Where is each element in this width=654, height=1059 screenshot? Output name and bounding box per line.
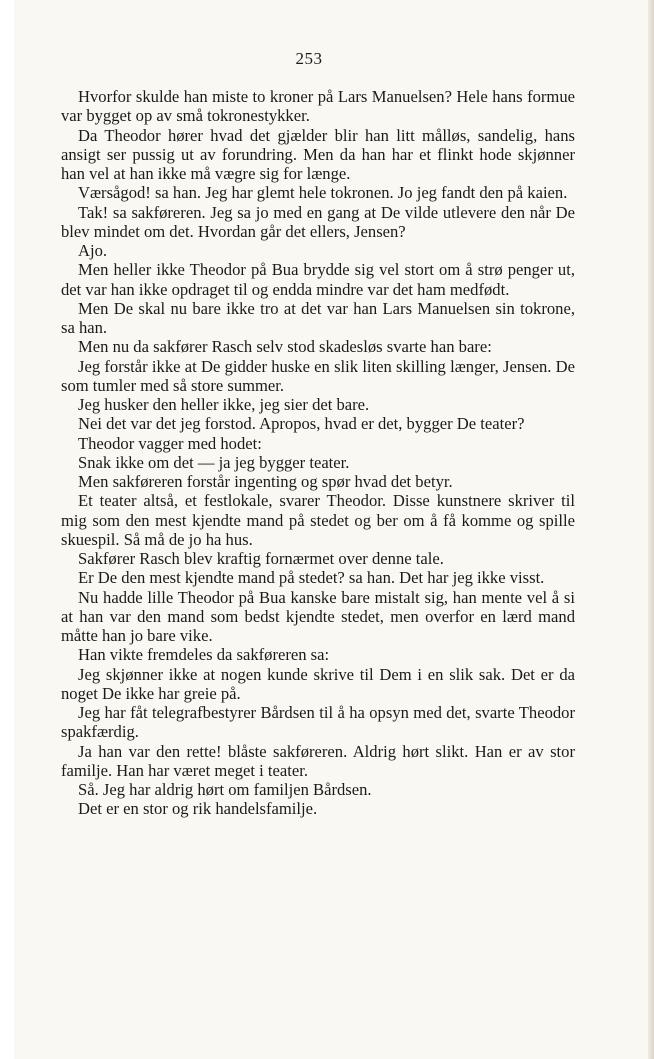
paragraph: Da Theodor hører hvad det gjælder blir han litt målløs, sandelig, hans ansigt ser pussig ut av forundring. Men da han har et flinkt hode skjønner han vel at han ikke må vægre sig for længe. bbox=[61, 125, 575, 183]
paragraph: Jeg har fåt telegrafbestyrer Bårdsen til å ha opsyn med det, svarte Theodor spakfærdig. bbox=[61, 703, 575, 742]
paragraph: Men nu da sakfører Rasch selv stod skadesløs svarte han bare: bbox=[78, 337, 492, 357]
paragraph: Værsågod! sa han. Jeg har glemt hele tokronen. Jo jeg fandt den på kaien. bbox=[78, 183, 568, 203]
page-body-text bbox=[61, 87, 575, 819]
paragraph: Det er en stor og rik handelsfamilje. bbox=[78, 799, 318, 819]
paragraph: Jeg forstår ikke at De gidder huske en slik liten skilling længer, Jensen. De som tumler med så store summer. bbox=[61, 356, 575, 395]
paragraph: Sakfører Rasch blev kraftig fornærmet over denne tale. bbox=[78, 549, 444, 568]
paragraph: Men sakføreren forstår ingenting og spør hvad det betyr. bbox=[78, 472, 453, 491]
paragraph: Theodor vagger med hodet: bbox=[78, 433, 262, 453]
paragraph: Et teater altså, et festlokale, svarer Theodor. Disse kunstnere skriver til mig som den mest kjendte mand på stedet og ber om å få komme og spille skuespil. Så må de jo ha hus. bbox=[61, 491, 575, 549]
page-edge bbox=[648, 0, 654, 1059]
paragraph: Så. Jeg har aldrig hørt om familjen Bårdsen. bbox=[78, 780, 372, 799]
paragraph: Hvorfor skulde han miste to kroner på Lars Manuelsen? Hele hans formue var bygget op av små tokronestykker. bbox=[61, 87, 575, 126]
paragraph: Nei det var det jeg forstod. Apropos, hvad er det, bygger De teater? bbox=[78, 414, 525, 434]
paragraph: Jeg husker den heller ikke, jeg sier det bare. bbox=[78, 395, 370, 414]
page-number: 253 bbox=[295, 49, 323, 68]
paragraph: Ajo. bbox=[78, 241, 108, 260]
paragraph: Men heller ikke Theodor på Bua brydde sig vel stort om å strø penger ut, det var han ikke opdraget til og endda mindre var det ham medfødt. bbox=[61, 260, 575, 299]
paragraph: Jeg skjønner ikke at nogen kunde skrive til Dem i en slik sak. Det er da noget De ikke har greie på. bbox=[61, 664, 575, 703]
paragraph: Han vikte fremdeles da sakføreren sa: bbox=[78, 645, 330, 665]
paragraph: Men De skal nu bare ikke tro at det var han Lars Manuelsen sin tokrone, sa han. bbox=[61, 298, 575, 337]
paragraph: Ja han var den rette! blåste sakføreren. Aldrig hørt slikt. Han er av stor familje. Han har været meget i teater. bbox=[61, 741, 575, 780]
paragraph: Tak! sa sakføreren. Jeg sa jo med en gang at De vilde utlevere den når De blev mindet om det. Hvordan går det ellers, Jensen? bbox=[61, 202, 575, 241]
paragraph: Snak ikke om det — ja jeg bygger teater. bbox=[78, 452, 350, 472]
paragraph: Er De den mest kjendte mand på stedet? sa han. Det har jeg ikke visst. bbox=[78, 568, 545, 588]
paragraph: Nu hadde lille Theodor på Bua kanske bare mistalt sig, han mente vel å si at han var den mand som bedst kjendte stedet, men overfor en lærd mand måtte han jo bare vike. bbox=[61, 587, 575, 645]
